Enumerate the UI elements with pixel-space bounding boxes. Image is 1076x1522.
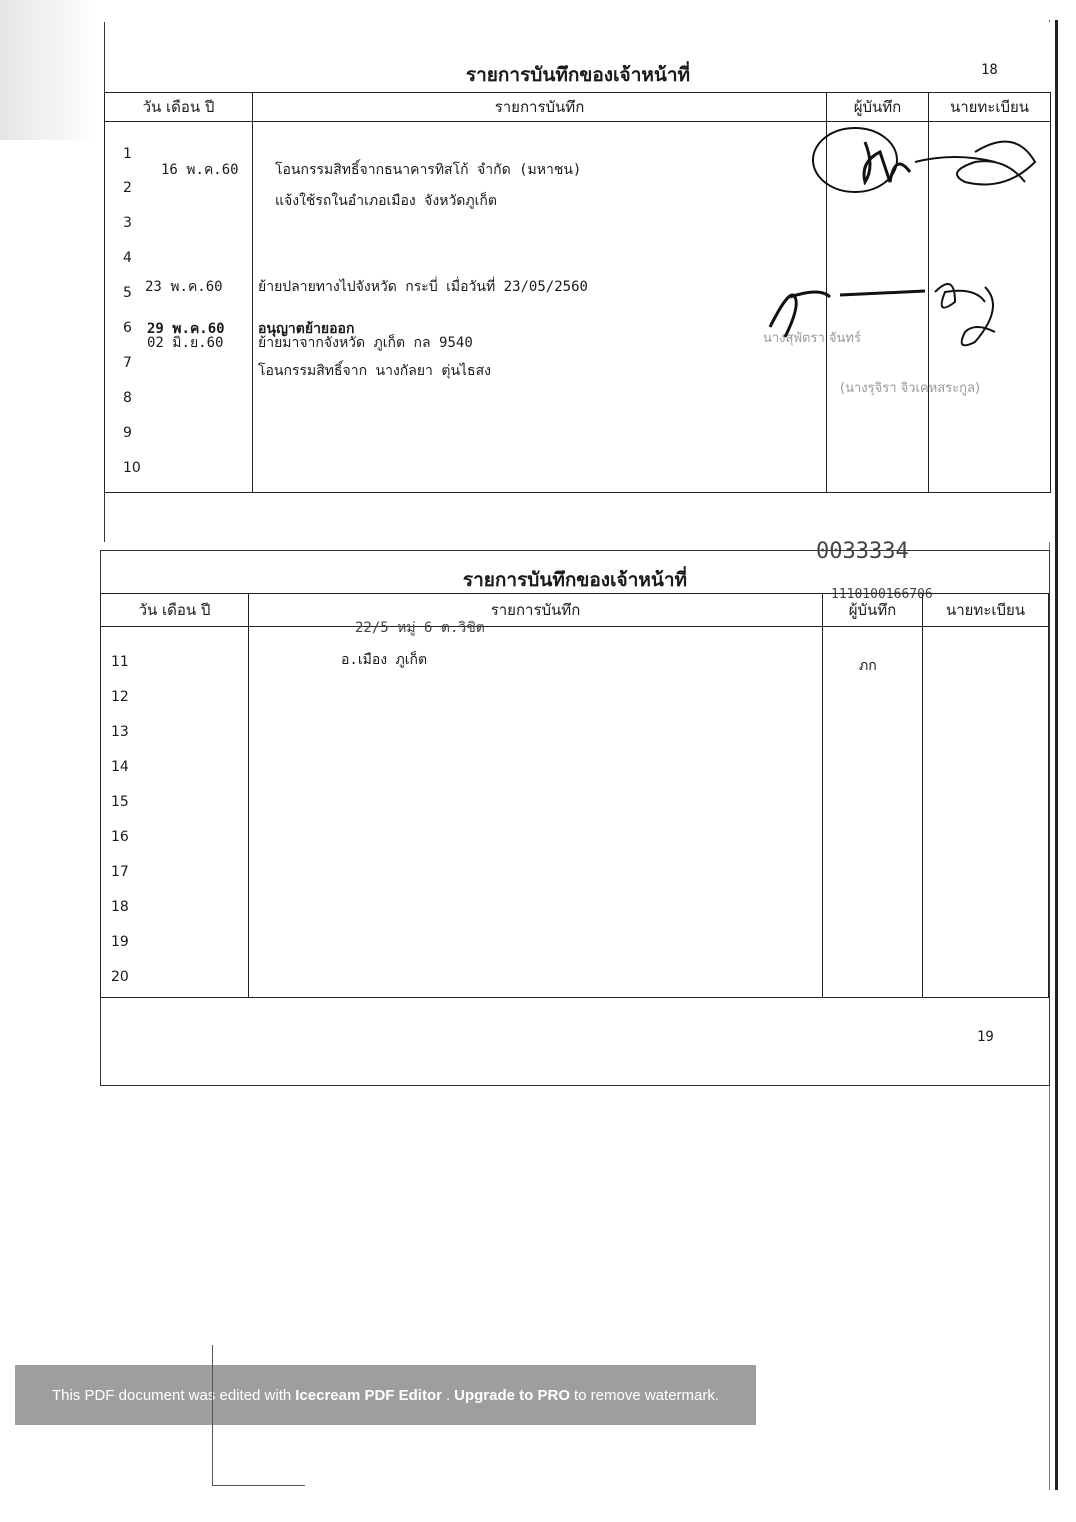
col-header-record: รายการบันทึก xyxy=(249,594,823,627)
entry-text: แจ้งใช้รถในอำเภอเมือง จังหวัดภูเก็ต xyxy=(275,193,497,209)
watermark-upgrade-link[interactable]: Upgrade to PRO xyxy=(454,1386,570,1404)
row-number: 15 xyxy=(111,794,129,810)
recorder-column xyxy=(823,627,923,998)
col-header-registrar: นายทะเบียน xyxy=(929,93,1051,122)
col-header-date: วัน เดือน ปี xyxy=(101,594,249,627)
row-number: 17 xyxy=(111,864,129,880)
entry-text: โอนกรรมสิทธิ์จากธนาคารทิสโก้ จำกัด (มหาชน) xyxy=(275,162,582,178)
row-number: 1 xyxy=(123,146,132,162)
row-number: 13 xyxy=(111,724,129,740)
sheet-title: รายการบันทึกของเจ้าหน้าที่ xyxy=(462,569,688,591)
row-number: 3 xyxy=(123,215,132,231)
row-number: 10 xyxy=(123,460,141,476)
col-header-recorder: ผู้บันทึก xyxy=(823,594,923,627)
serial-number-small: 1110100166706 xyxy=(831,587,933,602)
registrar-column xyxy=(923,627,1049,998)
row-number: 20 xyxy=(111,969,129,985)
page-number: 19 xyxy=(977,1029,994,1045)
row-number: 2 xyxy=(123,180,132,196)
scan-shadow-left xyxy=(0,0,95,140)
row-number: 6 xyxy=(123,320,132,336)
official-name-stamp: (นางรุจิรา จิวเคหสระกูล) xyxy=(840,381,981,396)
row-number: 19 xyxy=(111,934,129,950)
row-number: 12 xyxy=(111,689,129,705)
col-header-record: รายการบันทึก xyxy=(253,93,827,122)
row-number: 18 xyxy=(111,899,129,915)
col-header-date: วัน เดือน ปี xyxy=(105,93,253,122)
row-number: 14 xyxy=(111,759,129,775)
scan-edge-right xyxy=(1055,20,1058,1490)
sheet-title: รายการบันทึกของเจ้าหน้าที่ xyxy=(465,64,691,86)
entry-text: โอนกรรมสิทธิ์จาก นางกัลยา ตุ่นไธสง xyxy=(258,363,491,379)
row-number: 7 xyxy=(123,355,132,371)
entry-text: ย้ายมาจากจังหวัด ภูเก็ต กล 9540 xyxy=(258,335,473,351)
entry-date: 29 พ.ค.60 xyxy=(147,321,225,337)
record-column xyxy=(249,627,823,998)
entry-text: ย้ายปลายทางไปจังหวัด กระบี่ เมื่อวันที่ 23/05/2560 xyxy=(258,279,588,295)
record-sheet-18 xyxy=(104,22,1051,542)
editor-watermark-banner: This PDF document was edited with Icecream PDF Editor . Upgrade to PRO to remove watermark. xyxy=(15,1365,756,1425)
row-number: 4 xyxy=(123,250,132,266)
watermark-prefix: This PDF document was edited with xyxy=(51,1386,292,1404)
pasted-slip xyxy=(212,1345,305,1486)
address-line: 22/5 หมู่ 6 ต.วิชิต xyxy=(355,620,485,636)
watermark-suffix: to remove watermark. xyxy=(573,1386,720,1404)
row-number: 8 xyxy=(123,390,132,406)
entry-date: 23 พ.ค.60 xyxy=(145,279,223,295)
col-header-registrar: นายทะเบียน xyxy=(923,594,1049,627)
official-name-stamp: นางสุพัตรา จันทร์ xyxy=(763,331,861,346)
entry-date: 16 พ.ค.60 xyxy=(161,162,239,178)
entry-text: อนุญาตย้ายออก xyxy=(258,321,355,337)
registrar-column xyxy=(929,122,1051,493)
page-number: 18 xyxy=(981,62,998,78)
serial-number: 0033334 xyxy=(816,539,909,564)
row-number: 11 xyxy=(111,654,129,670)
col-header-recorder: ผู้บันทึก xyxy=(827,93,929,122)
recorder-mark: ภก xyxy=(859,658,877,674)
row-number: 5 xyxy=(123,285,132,301)
watermark-brand: Icecream PDF Editor xyxy=(295,1386,442,1404)
record-sheet-19 xyxy=(100,539,1050,1086)
row-number: 16 xyxy=(111,829,129,845)
record-table xyxy=(100,593,1049,998)
recorder-column xyxy=(827,122,929,493)
address-line: อ.เมือง ภูเก็ต xyxy=(341,652,428,668)
entry-date: 02 มิ.ย.60 xyxy=(147,335,224,351)
row-number: 9 xyxy=(123,425,132,441)
